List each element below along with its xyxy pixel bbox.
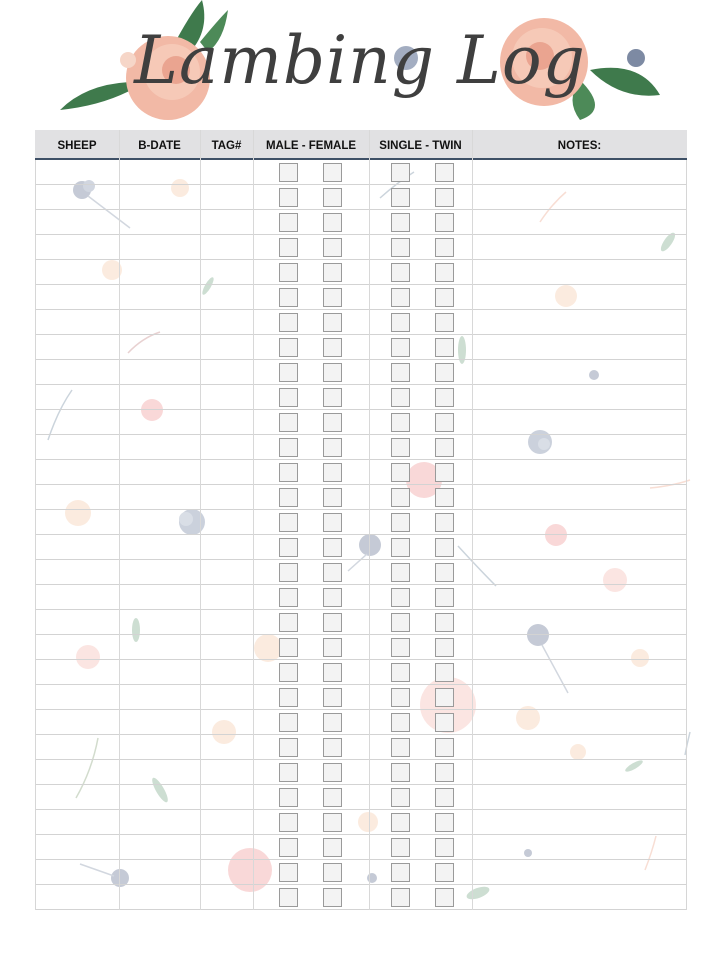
male-checkbox[interactable] — [279, 188, 298, 207]
female-checkbox[interactable] — [323, 213, 342, 232]
column-divider — [119, 130, 120, 910]
single-checkbox[interactable] — [391, 613, 410, 632]
male-checkbox[interactable] — [279, 163, 298, 182]
table-row — [36, 710, 686, 735]
male-checkbox[interactable] — [279, 563, 298, 582]
twin-checkbox[interactable] — [435, 438, 454, 457]
table-row — [36, 510, 686, 535]
single-checkbox[interactable] — [391, 538, 410, 557]
page-title: Lambing Log — [134, 22, 586, 99]
female-checkbox[interactable] — [323, 563, 342, 582]
single-checkbox[interactable] — [391, 638, 410, 657]
twin-checkbox[interactable] — [435, 188, 454, 207]
table-row — [36, 335, 686, 360]
table-row — [36, 310, 686, 335]
twin-checkbox[interactable] — [435, 613, 454, 632]
twin-checkbox[interactable] — [435, 888, 454, 907]
table-row — [36, 535, 686, 560]
twin-checkbox[interactable] — [435, 213, 454, 232]
table-row — [36, 360, 686, 385]
male-checkbox[interactable] — [279, 688, 298, 707]
single-checkbox[interactable] — [391, 263, 410, 282]
single-checkbox[interactable] — [391, 363, 410, 382]
male-checkbox[interactable] — [279, 638, 298, 657]
column-divider — [253, 130, 254, 910]
table-row — [36, 235, 686, 260]
male-checkbox[interactable] — [279, 388, 298, 407]
female-checkbox[interactable] — [323, 688, 342, 707]
single-checkbox[interactable] — [391, 563, 410, 582]
female-checkbox[interactable] — [323, 488, 342, 507]
female-checkbox[interactable] — [323, 663, 342, 682]
table-row — [36, 885, 686, 910]
female-checkbox[interactable] — [323, 338, 342, 357]
single-checkbox[interactable] — [391, 788, 410, 807]
table-row — [36, 160, 686, 185]
female-checkbox[interactable] — [323, 513, 342, 532]
female-checkbox[interactable] — [323, 613, 342, 632]
single-checkbox[interactable] — [391, 713, 410, 732]
twin-checkbox[interactable] — [435, 638, 454, 657]
table-row — [36, 410, 686, 435]
twin-checkbox[interactable] — [435, 538, 454, 557]
column-header-notes: NOTES: — [557, 140, 602, 152]
table-row — [36, 635, 686, 660]
male-checkbox[interactable] — [279, 738, 298, 757]
single-checkbox[interactable] — [391, 188, 410, 207]
table-row — [36, 485, 686, 510]
male-checkbox[interactable] — [279, 288, 298, 307]
single-checkbox[interactable] — [391, 738, 410, 757]
twin-checkbox[interactable] — [435, 288, 454, 307]
female-checkbox[interactable] — [323, 713, 342, 732]
female-checkbox[interactable] — [323, 763, 342, 782]
female-checkbox[interactable] — [323, 163, 342, 182]
single-checkbox[interactable] — [391, 838, 410, 857]
column-header-single-twin: SINGLE - TWIN — [379, 140, 462, 152]
table-row — [36, 685, 686, 710]
table-row — [36, 785, 686, 810]
twin-checkbox[interactable] — [435, 413, 454, 432]
single-checkbox[interactable] — [391, 513, 410, 532]
female-checkbox[interactable] — [323, 538, 342, 557]
female-checkbox[interactable] — [323, 838, 342, 857]
page-header — [0, 0, 720, 130]
single-checkbox[interactable] — [391, 288, 410, 307]
column-header-tag: TAG# — [211, 140, 242, 152]
male-checkbox[interactable] — [279, 838, 298, 857]
twin-checkbox[interactable] — [435, 338, 454, 357]
male-checkbox[interactable] — [279, 888, 298, 907]
table-row — [36, 860, 686, 885]
male-checkbox[interactable] — [279, 438, 298, 457]
twin-checkbox[interactable] — [435, 313, 454, 332]
female-checkbox[interactable] — [323, 788, 342, 807]
twin-checkbox[interactable] — [435, 163, 454, 182]
female-checkbox[interactable] — [323, 388, 342, 407]
male-checkbox[interactable] — [279, 788, 298, 807]
twin-checkbox[interactable] — [435, 788, 454, 807]
column-divider — [200, 130, 201, 910]
male-checkbox[interactable] — [279, 613, 298, 632]
table-row — [36, 435, 686, 460]
single-checkbox[interactable] — [391, 163, 410, 182]
male-checkbox[interactable] — [279, 663, 298, 682]
single-checkbox[interactable] — [391, 488, 410, 507]
single-checkbox[interactable] — [391, 438, 410, 457]
female-checkbox[interactable] — [323, 738, 342, 757]
single-checkbox[interactable] — [391, 313, 410, 332]
single-checkbox[interactable] — [391, 888, 410, 907]
single-checkbox[interactable] — [391, 813, 410, 832]
male-checkbox[interactable] — [279, 813, 298, 832]
column-header-male-female: MALE - FEMALE — [265, 140, 357, 152]
male-checkbox[interactable] — [279, 413, 298, 432]
female-checkbox[interactable] — [323, 813, 342, 832]
table-row — [36, 260, 686, 285]
twin-checkbox[interactable] — [435, 863, 454, 882]
male-checkbox[interactable] — [279, 588, 298, 607]
single-checkbox[interactable] — [391, 463, 410, 482]
twin-checkbox[interactable] — [435, 813, 454, 832]
single-checkbox[interactable] — [391, 863, 410, 882]
male-checkbox[interactable] — [279, 538, 298, 557]
single-checkbox[interactable] — [391, 763, 410, 782]
column-header-sheep: SHEEP — [57, 140, 97, 152]
table-row — [36, 210, 686, 235]
column-divider — [369, 130, 370, 910]
male-checkbox[interactable] — [279, 313, 298, 332]
female-checkbox[interactable] — [323, 188, 342, 207]
table-row — [36, 760, 686, 785]
male-checkbox[interactable] — [279, 213, 298, 232]
table-row — [36, 285, 686, 310]
female-checkbox[interactable] — [323, 263, 342, 282]
table-row — [36, 560, 686, 585]
female-checkbox[interactable] — [323, 638, 342, 657]
twin-checkbox[interactable] — [435, 688, 454, 707]
log-table-body — [35, 160, 687, 910]
twin-checkbox[interactable] — [435, 513, 454, 532]
female-checkbox[interactable] — [323, 463, 342, 482]
table-row — [36, 385, 686, 410]
table-row — [36, 735, 686, 760]
table-row — [36, 835, 686, 860]
table-row — [36, 810, 686, 835]
female-checkbox[interactable] — [323, 313, 342, 332]
single-checkbox[interactable] — [391, 213, 410, 232]
female-checkbox[interactable] — [323, 438, 342, 457]
single-checkbox[interactable] — [391, 588, 410, 607]
table-row — [36, 610, 686, 635]
female-checkbox[interactable] — [323, 363, 342, 382]
table-header-row — [35, 130, 687, 160]
male-checkbox[interactable] — [279, 513, 298, 532]
male-checkbox[interactable] — [279, 338, 298, 357]
table-row — [36, 185, 686, 210]
twin-checkbox[interactable] — [435, 588, 454, 607]
single-checkbox[interactable] — [391, 388, 410, 407]
column-header-bdate: B-DATE — [138, 140, 181, 152]
single-checkbox[interactable] — [391, 238, 410, 257]
female-checkbox[interactable] — [323, 413, 342, 432]
female-checkbox[interactable] — [323, 863, 342, 882]
male-checkbox[interactable] — [279, 263, 298, 282]
twin-checkbox[interactable] — [435, 463, 454, 482]
twin-checkbox[interactable] — [435, 713, 454, 732]
twin-checkbox[interactable] — [435, 388, 454, 407]
male-checkbox[interactable] — [279, 363, 298, 382]
twin-checkbox[interactable] — [435, 738, 454, 757]
table-row — [36, 660, 686, 685]
single-checkbox[interactable] — [391, 338, 410, 357]
female-checkbox[interactable] — [323, 888, 342, 907]
female-checkbox[interactable] — [323, 288, 342, 307]
twin-checkbox[interactable] — [435, 763, 454, 782]
male-checkbox[interactable] — [279, 238, 298, 257]
female-checkbox[interactable] — [323, 588, 342, 607]
male-checkbox[interactable] — [279, 863, 298, 882]
male-checkbox[interactable] — [279, 713, 298, 732]
table-row — [36, 460, 686, 485]
twin-checkbox[interactable] — [435, 838, 454, 857]
twin-checkbox[interactable] — [435, 238, 454, 257]
twin-checkbox[interactable] — [435, 263, 454, 282]
twin-checkbox[interactable] — [435, 563, 454, 582]
male-checkbox[interactable] — [279, 463, 298, 482]
male-checkbox[interactable] — [279, 763, 298, 782]
single-checkbox[interactable] — [391, 688, 410, 707]
female-checkbox[interactable] — [323, 238, 342, 257]
twin-checkbox[interactable] — [435, 663, 454, 682]
table-row — [36, 585, 686, 610]
single-checkbox[interactable] — [391, 413, 410, 432]
twin-checkbox[interactable] — [435, 363, 454, 382]
single-checkbox[interactable] — [391, 663, 410, 682]
male-checkbox[interactable] — [279, 488, 298, 507]
column-divider — [472, 130, 473, 910]
twin-checkbox[interactable] — [435, 488, 454, 507]
